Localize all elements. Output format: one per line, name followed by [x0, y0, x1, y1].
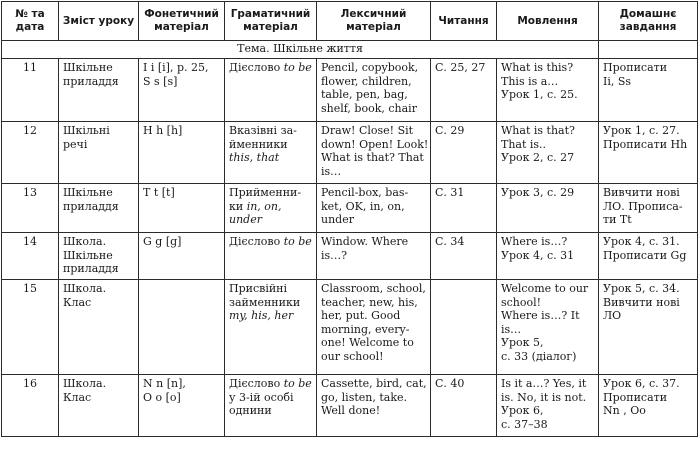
- grammar-material-line: [229, 235, 312, 249]
- speech-material-line: Урок 1, с. 25.: [501, 88, 578, 101]
- speech-material-line: school!: [501, 295, 542, 309]
- lesson-number: 12: [2, 122, 59, 184]
- lexical-material-line: morning, every-: [321, 322, 410, 336]
- grammar-material-line: [229, 404, 312, 418]
- lesson-topic: [59, 280, 139, 375]
- lexical-material-line: our school!: [321, 349, 384, 363]
- grammar-material-line: [229, 296, 312, 310]
- speech-material-line: Урок 5,: [501, 336, 544, 349]
- lexical-material-line: Pencil-box, bas-: [321, 186, 409, 199]
- lesson-row: [2, 280, 698, 375]
- homework-task-line: Прописати: [603, 390, 668, 404]
- speech-material-line: с. 33 (діалог): [501, 349, 577, 363]
- homework-task-line: Прописати: [603, 61, 668, 74]
- lexical-material-line: down! Open! Look!: [321, 137, 429, 151]
- lesson-topic-line: приладдя: [63, 74, 119, 88]
- lesson-topic: [59, 59, 139, 122]
- theme-row: [2, 41, 698, 59]
- lexical-material-line: table, pen, bag,: [321, 88, 408, 101]
- phonetic-material: [139, 184, 225, 233]
- lexical-material-line: shelf, book, chair: [321, 101, 417, 115]
- phonetic-material-line: S s [s]: [143, 74, 178, 88]
- speech-material: [497, 375, 599, 437]
- grammar-material-line: [229, 124, 312, 138]
- theme-blank-cell: [599, 41, 698, 59]
- speech-material: [497, 233, 599, 280]
- grammar-material-line: [229, 282, 312, 296]
- phonetic-material-line: T t [t]: [143, 186, 175, 199]
- grammar-material-text: у 3-ій особі: [229, 390, 294, 404]
- lexical-material-line: her, put. Good: [321, 309, 401, 322]
- speech-material-line: Where is…? It: [501, 309, 580, 322]
- speech-material: [497, 184, 599, 233]
- phonetic-material: [139, 280, 225, 375]
- homework-task-line: Урок 4, с. 31.: [603, 235, 680, 248]
- speech-material-line: Урок 2, с. 27: [501, 151, 575, 164]
- phonetic-material-line: H h [h]: [143, 124, 183, 137]
- grammar-material-text: Присвійні: [229, 282, 288, 295]
- lexical-material-line: What is that? That: [321, 151, 424, 164]
- lesson-row: [2, 122, 698, 184]
- lexical-material: [317, 375, 431, 437]
- grammar-material-text: Дієслово: [229, 61, 284, 74]
- lexical-material-line: Pencil, copybook,: [321, 61, 419, 74]
- reading-pages: С. 25, 27: [431, 59, 497, 122]
- homework-task-line: Nn , Oo: [603, 404, 646, 417]
- header-reading: Читання: [431, 2, 497, 41]
- grammar-material-line: [229, 213, 312, 227]
- speech-material: [497, 280, 599, 375]
- homework-task: [599, 122, 698, 184]
- lesson-row: [2, 184, 698, 233]
- reading-pages: [431, 280, 497, 375]
- lesson-topic-line: Клас: [63, 295, 92, 309]
- grammar-material: [225, 184, 317, 233]
- speech-material-line: Welcome to our: [501, 282, 589, 295]
- speech-material-line: That is..: [501, 137, 547, 151]
- lexical-material: [317, 184, 431, 233]
- speech-material-line: Where is…?: [501, 235, 568, 248]
- grammar-material-line: [229, 377, 312, 391]
- grammar-material-text: my, his, her: [229, 309, 294, 322]
- lexical-material-line: ket, OK, in, on,: [321, 199, 405, 213]
- speech-material-line: Урок 6,: [501, 404, 544, 417]
- grammar-material-line: [229, 200, 312, 214]
- lexical-material-line: go, listen, take.: [321, 390, 407, 404]
- lesson-topic: [59, 233, 139, 280]
- homework-task-line: ти Tt: [603, 213, 632, 226]
- lexical-material-line: teacher, new, his,: [321, 295, 418, 309]
- grammar-material-line: [229, 151, 312, 165]
- speech-material-line: Урок 3, с. 29: [501, 186, 575, 199]
- reading-pages: С. 31: [431, 184, 497, 233]
- homework-task: [599, 280, 698, 375]
- homework-task-line: ЛО. Прописа-: [603, 199, 683, 213]
- lesson-topic: [59, 375, 139, 437]
- lesson-topic-line: Школа.: [63, 235, 107, 248]
- homework-task-line: Прописати Gg: [603, 248, 687, 262]
- lesson-topic-line: речі: [63, 137, 88, 151]
- header-lesson-content: Зміст уроку: [59, 2, 139, 41]
- speech-material: [497, 59, 599, 122]
- grammar-material-text: in, on,: [246, 199, 282, 213]
- grammar-material-line: [229, 138, 312, 152]
- header-homework: Домашнє завдання: [599, 2, 698, 41]
- lesson-topic-line: приладдя: [63, 199, 119, 213]
- header-row: [2, 2, 698, 41]
- speech-material-line: Урок 4, с. 31: [501, 248, 575, 262]
- grammar-material-text: to be: [283, 61, 312, 74]
- phonetic-material: [139, 375, 225, 437]
- lexical-material-line: Well done!: [321, 404, 381, 417]
- lesson-number: 15: [2, 280, 59, 375]
- lesson-topic-line: Шкільне: [63, 248, 113, 262]
- lesson-topic-line: Школа.: [63, 282, 107, 295]
- grammar-material: [225, 59, 317, 122]
- speech-material-line: is…: [501, 322, 522, 336]
- grammar-material-text: this, that: [229, 151, 280, 164]
- grammar-material: [225, 122, 317, 184]
- grammar-material-line: [229, 61, 312, 75]
- grammar-material-line: [229, 186, 312, 200]
- theme-title: Тема. Шкільне життя: [2, 41, 599, 59]
- lexical-material: [317, 122, 431, 184]
- grammar-material: [225, 375, 317, 437]
- lexical-material: [317, 59, 431, 122]
- speech-material-line: This is a…: [501, 74, 559, 88]
- homework-task-line: Вивчити нові: [603, 186, 680, 199]
- lexical-material-line: under: [321, 213, 354, 226]
- speech-material-line: What is that?: [501, 124, 575, 137]
- phonetic-material-line: O o [o]: [143, 390, 181, 404]
- lesson-row: [2, 59, 698, 122]
- phonetic-material-line: G g [g]: [143, 235, 182, 248]
- speech-material: [497, 122, 599, 184]
- lexical-material-line: Window. Where: [321, 235, 409, 248]
- grammar-material-line: [229, 391, 312, 405]
- homework-task-line: Ii, Ss: [603, 74, 632, 88]
- header-grammar: Граматичний матеріал: [225, 2, 317, 41]
- homework-task-line: Урок 6, с. 37.: [603, 377, 680, 390]
- grammar-material: [225, 280, 317, 375]
- lesson-topic: [59, 122, 139, 184]
- homework-task-line: Урок 5, с. 34.: [603, 282, 680, 295]
- lexical-material-line: Draw! Close! Sit: [321, 124, 414, 137]
- grammar-material-text: Дієслово: [229, 235, 284, 248]
- speech-material-line: с. 37–38: [501, 417, 548, 431]
- lesson-topic-line: Шкільне: [63, 61, 113, 74]
- phonetic-material: [139, 122, 225, 184]
- homework-task-line: ЛО: [603, 309, 622, 322]
- lesson-number: 14: [2, 233, 59, 280]
- grammar-material-line: [229, 309, 312, 323]
- grammar-material-text: under: [229, 213, 262, 226]
- homework-task-line: Урок 1, с. 27.: [603, 124, 680, 137]
- header-lexical: Лексичний матеріал: [317, 2, 431, 41]
- homework-task: [599, 184, 698, 233]
- lexical-material: [317, 280, 431, 375]
- grammar-material-text: Дієслово: [229, 377, 284, 390]
- reading-pages: С. 34: [431, 233, 497, 280]
- grammar-material-text: однини: [229, 404, 272, 417]
- homework-task: [599, 233, 698, 280]
- speech-material-line: What is this?: [501, 61, 574, 74]
- grammar-material-text: to be: [283, 377, 312, 390]
- lesson-topic-line: Шкільні: [63, 124, 110, 137]
- reading-pages: С. 29: [431, 122, 497, 184]
- grammar-material-text: Прийменни-: [229, 186, 302, 199]
- lesson-number: 11: [2, 59, 59, 122]
- homework-task-line: Прописати Hh: [603, 137, 688, 151]
- lesson-row: [2, 233, 698, 280]
- grammar-material: [225, 233, 317, 280]
- phonetic-material-line: I i [і], p. 25,: [143, 61, 209, 74]
- header-number-date: № та дата: [2, 2, 59, 41]
- speech-material-line: Is it a…? Yes, it: [501, 377, 587, 390]
- lesson-number: 13: [2, 184, 59, 233]
- lesson-topic-line: приладдя: [63, 262, 119, 275]
- header-phonetic: Фонетичний матеріал: [139, 2, 225, 41]
- grammar-material-text: to be: [283, 235, 312, 248]
- lexical-material-line: is…: [321, 164, 342, 178]
- homework-task: [599, 375, 698, 437]
- lesson-topic-line: Школа.: [63, 377, 107, 390]
- lesson-topic: [59, 184, 139, 233]
- grammar-material-text: займенники: [229, 295, 301, 309]
- homework-task-line: Вивчити нові: [603, 295, 680, 309]
- lexical-material-line: flower, children,: [321, 74, 412, 88]
- lexical-material: [317, 233, 431, 280]
- phonetic-material: [139, 233, 225, 280]
- header-speech: Мовлення: [497, 2, 599, 41]
- grammar-material-text: йменники: [229, 137, 288, 151]
- lesson-plan-table: [1, 1, 698, 437]
- phonetic-material-line: N n [n],: [143, 377, 186, 390]
- lexical-material-line: Classroom, school,: [321, 282, 426, 295]
- phonetic-material: [139, 59, 225, 122]
- speech-material-line: is. No, it is not.: [501, 390, 587, 404]
- lesson-row: [2, 375, 698, 437]
- grammar-material-text: Вказівні за-: [229, 124, 297, 137]
- lexical-material-line: Cassette, bird, cat,: [321, 377, 427, 390]
- homework-task: [599, 59, 698, 122]
- grammar-material-text: ки: [229, 199, 247, 213]
- reading-pages: С. 40: [431, 375, 497, 437]
- lesson-number: 16: [2, 375, 59, 437]
- lexical-material-line: is…?: [321, 248, 348, 262]
- lexical-material-line: one! Welcome to: [321, 336, 414, 349]
- lesson-topic-line: Шкільне: [63, 186, 113, 199]
- lesson-topic-line: Клас: [63, 390, 92, 404]
